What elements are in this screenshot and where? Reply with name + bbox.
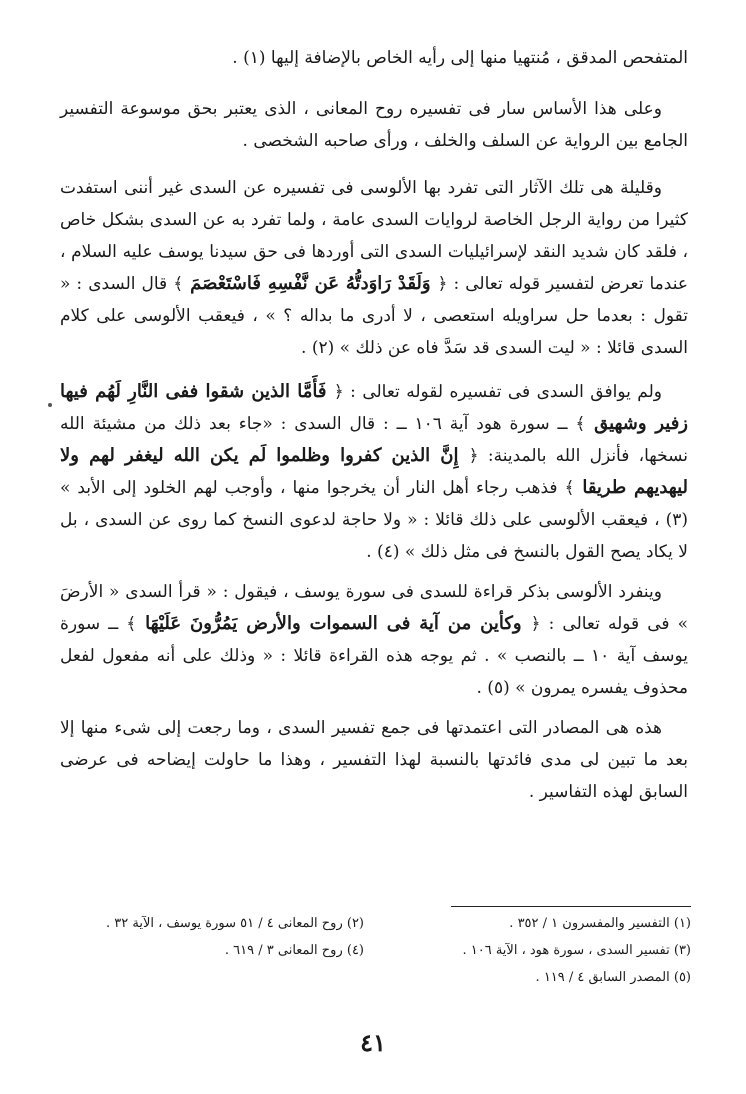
footnote: (٥) المصدر السابق ٤ / ١١٩ . xyxy=(535,970,691,985)
paragraph-text xyxy=(60,712,688,808)
paragraph-text xyxy=(60,576,688,704)
paragraph-segment: ولم يوافق السدى فى تفسيره لقوله تعالى : ﴿ xyxy=(333,382,662,402)
paragraph-segment: وقليلة هى تلك الآثار التى تفرد بها الألوسى فى تفسيره عن السدى غير أننى استفدت كثيرا من رواية الرجل الخاصة لروايات السدى عامة ، ولما تفرد به عن السدى بشكل خاص ، فلقد كان شديد النقد لإسرائيليات السدى التى أوردها فى حق سيدنا يوسف عليه السلام ، عندما تعرض لتفسير قوله تعالى : ﴿ xyxy=(60,178,688,294)
footnote-separator xyxy=(451,906,691,907)
quran-verse: وَلَقَدْ رَاوَدتُّهُ عَن نَّفْسِهِ فَاسْتَعْصَمَ xyxy=(183,273,438,294)
footnote: (٣) تفسير السدى ، سورة هود ، الآية ١٠٦ . xyxy=(462,943,691,958)
paragraph xyxy=(60,712,688,808)
footnote: (٢) روح المعانى ٤ / ٥١ سورة يوسف ، الآية ٣٢ . xyxy=(106,916,364,931)
paragraph-segment: ﴾ ــ سورة هود آية ١٠٦ ــ : قال السدى : «جاء بعد ذلك من مشيئة الله نسخها، فأنزل الله بالمدينة: ﴿ xyxy=(60,414,688,466)
paragraph xyxy=(60,576,688,704)
footnote: (٤) روح المعانى ٣ / ٦١٩ . xyxy=(224,943,364,958)
quran-verse: فَأَمَّا الذين شقوا ففى النَّارِ لَهُم فيها زفير وشهيق xyxy=(60,381,688,434)
paragraph-text xyxy=(60,376,688,568)
paragraph-segment: المتفحص المدقق ، مُنتهيا منها إلى رأيه الخاص بالإضافة إليها (١) . xyxy=(232,48,688,68)
quran-verse: وكأين من آية فى السموات والأرض يَمُرُّونَ عَلَيْهَا xyxy=(136,613,531,634)
footnote: (١) التفسير والمفسرون ١ / ٣٥٢ . xyxy=(509,916,691,931)
scan-dot xyxy=(48,403,52,407)
paragraph-segment: ﴾ فذهب رجاء أهل النار أن يخرجوا منها ، وأوجب لهم الخلود إلى الأبد » (٣) ، فيعقب الألوسى على ذلك قائلا : « ولا حاجة لدعوى النسخ كما روى عن السدى ، بل لا يكاد يصح القول بالنسخ فى مثل ذلك » (٤) . xyxy=(60,478,688,562)
paragraph xyxy=(60,172,688,364)
paragraph-segment: ﴾ قال السدى : « تقول : بعدما حل سراويله استعصى ، لا أدرى ما بداله ؟ » ، فيعقب الألوسى على كلام السدى قائلا : « ليت السدى قد سَدَّ فاه عن ذلك » (٢) . xyxy=(60,274,688,358)
paragraph xyxy=(60,376,688,568)
paragraph-segment: ﴾ ــ سورة يوسف آية ١٠ ــ بالنصب » . ثم يوجه هذه القراءة قائلا : « وذلك على أنه مفعول لفعل محذوف يفسره يمرون » (٥) . xyxy=(60,614,689,698)
paragraph xyxy=(60,93,688,157)
paragraph xyxy=(60,42,688,74)
paragraph-segment: وينفرد الألوسى بذكر قراءة للسدى فى سورة يوسف ، فيقول : « قرأ السدى « الأرضَ » فى قوله تعالى : ﴿ xyxy=(60,582,689,634)
paragraph-segment: هذه هى المصادر التى اعتمدتها فى جمع تفسير السدى ، وما رجعت إلى شىء منها إلا بعد ما تبين لى مدى فائدتها بالنسبة لهذا التفسير ، وهذا ما حاولت إيضاحه فى عرضى السابق لهذه التفاسير . xyxy=(60,718,688,802)
paragraph-text xyxy=(60,93,688,157)
paragraph-text xyxy=(60,42,688,74)
paragraph-text xyxy=(60,172,688,364)
quran-verse: إِنَّ الذين كفروا وظلموا لَم يكن الله ليغفر لهم ولا ليهديهم طريقا xyxy=(60,445,688,498)
page-number: ٤١ xyxy=(360,1028,386,1057)
paragraph-segment: وعلى هذا الأساس سار فى تفسيره روح المعانى ، الذى يعتبر بحق موسوعة التفسير الجامع بين الرواية عن السلف والخلف ، ورأى صاحبه الشخصى . xyxy=(60,99,688,151)
